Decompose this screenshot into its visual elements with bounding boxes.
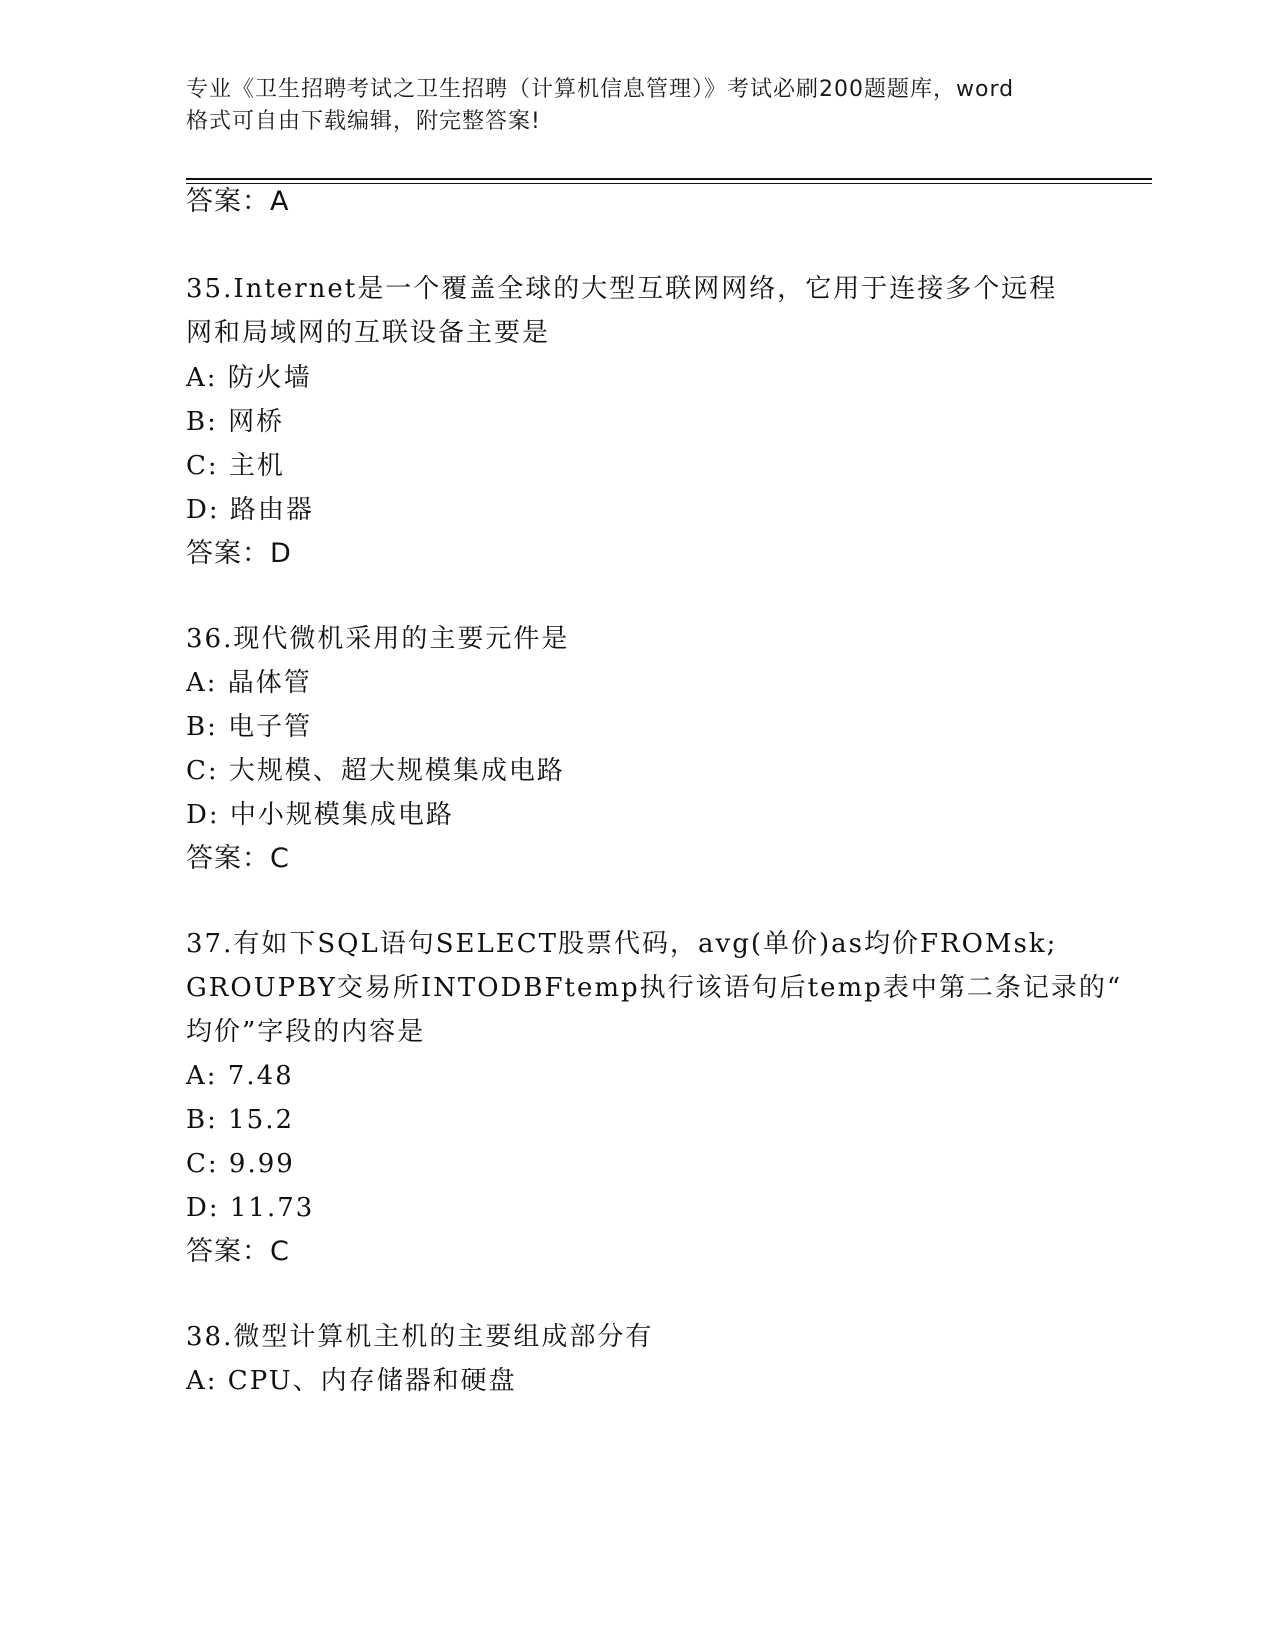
question-38-stem-line-1: 38.微型计算机主机的主要组成部分有	[186, 1322, 654, 1352]
question-38-option-a: A: CPU、内存储器和硬盘	[186, 1366, 517, 1396]
question-35-option-a: A: 防火墙	[186, 363, 312, 393]
question-37-option-b: B: 15.2	[186, 1105, 295, 1135]
question-36-answer: 答案：C	[186, 843, 290, 874]
question-37-option-a: A: 7.48	[186, 1061, 294, 1091]
question-35-stem-line-1: 35.Internet是一个覆盖全球的大型互联网网络，它用于连接多个远程	[186, 274, 1058, 304]
question-35-answer: 答案：D	[186, 538, 292, 569]
header-line-2: 格式可自由下载编辑，附完整答案!	[186, 109, 541, 134]
question-36-option-d: D: 中小规模集成电路	[186, 800, 454, 830]
previous-answer: 答案：A	[186, 186, 290, 217]
question-36-option-b: B: 电子管	[186, 712, 313, 742]
document-header	[186, 74, 1086, 138]
question-36-option-c: C: 大规模、超大规模集成电路	[186, 756, 565, 786]
question-35-option-b: B: 网桥	[186, 407, 285, 437]
question-37-option-c: C: 9.99	[186, 1149, 295, 1179]
question-35-option-d: D: 路由器	[186, 495, 314, 525]
question-36-option-a: A: 晶体管	[186, 668, 312, 698]
question-37-stem-line-3: 均价”字段的内容是	[186, 1017, 426, 1047]
question-35-option-c: C: 主机	[186, 451, 285, 481]
question-37-option-d: D: 11.73	[186, 1193, 315, 1223]
question-37-stem-line-2: GROUPBY交易所INTODBFtemp执行该语句后temp表中第二条记录的“	[186, 973, 1123, 1003]
header-divider-thin	[186, 183, 1152, 184]
header-line-1: 专业《卫生招聘考试之卫生招聘（计算机信息管理）》考试必刷200题题库，word	[186, 77, 1015, 102]
question-37-answer: 答案：C	[186, 1236, 290, 1267]
question-37-stem-line-1: 37.有如下SQL语句SELECT股票代码，avg(单价)as均价FROMsk;	[186, 929, 1058, 959]
question-35-stem-line-2: 网和局域网的互联设备主要是	[186, 318, 551, 348]
header-divider-thick	[186, 178, 1152, 180]
question-36-stem-line-1: 36.现代微机采用的主要元件是	[186, 624, 570, 654]
